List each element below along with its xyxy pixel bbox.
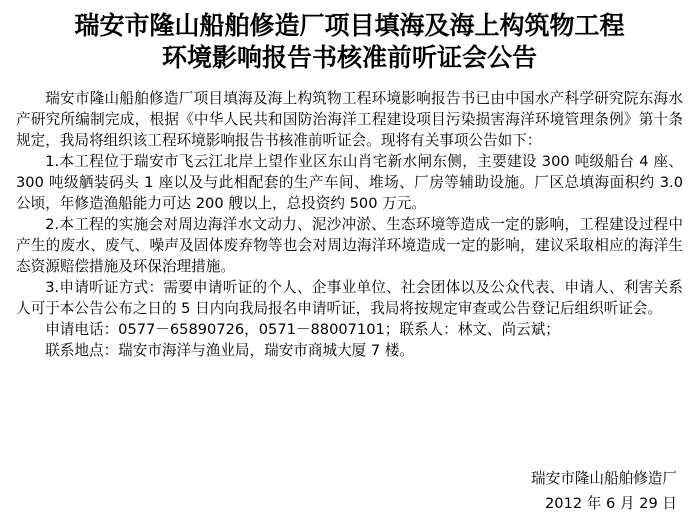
paragraph-intro: 瑞安市隆山船舶修造厂项目填海及海上构筑物工程环境影响报告书已由中国水产科学研究院东海水产研究所编制完成，根据《中华人民共和国防治海洋工程建设项目污染损害海洋环境管理条例》第十条规定，我局将组织该工程环境影响报告书核准前听证会。现将有关事项公告如下： [16, 90, 683, 149]
contact-phone: 申请电话：0577－65890726，0571－88007101；联系人：林文、尚云斌； [45, 321, 560, 338]
announcement-body [16, 88, 683, 361]
title-line-1: 瑞安市隆山船舶修造厂项目填海及海上构筑物工程 [74, 11, 625, 40]
paragraph-item-3: 3.申请听证方式：需要申请听证的个人、企事业单位、社会团体以及公众代表、申请人、利害关系人可于本公告公布之日的 5 日内向我局报名申请听证，我局将按规定审查或公告登记后组织听证会。 [16, 279, 683, 317]
contact-address: 联系地点：瑞安市海洋与渔业局，瑞安市商城大厦 7 楼。 [45, 342, 415, 359]
paragraph-item-1: 1.本工程位于瑞安市飞云江北岸上望作业区东山肖宅新水闸东侧，主要建设 300 吨级船台 4 座、300 吨级舾装码头 1 座以及与此相配套的生产车间、堆场、厂房等辅助设施。厂区总填海面积约 3.0 公顷，年修造渔船能力可达 200 艘以上，总投资约 500 万元。 [16, 153, 683, 212]
signature-date: 2012 年 6 月 29 日 [545, 495, 677, 512]
title-line-2: 环境影响报告书核准前听证会公告 [161, 43, 537, 72]
signature-organization: 瑞安市隆山船舶修造厂 [531, 470, 677, 487]
paragraph-item-2: 2.本工程的实施会对周边海洋水文动力、泥沙冲淤、生态环境等造成一定的影响，工程建设过程中产生的废水、废气、噪声及固体废弃物等也会对周边海洋环境造成一定的影响，建议采取相应的海洋生态资源赔偿措施及环保治理措施。 [16, 216, 683, 275]
